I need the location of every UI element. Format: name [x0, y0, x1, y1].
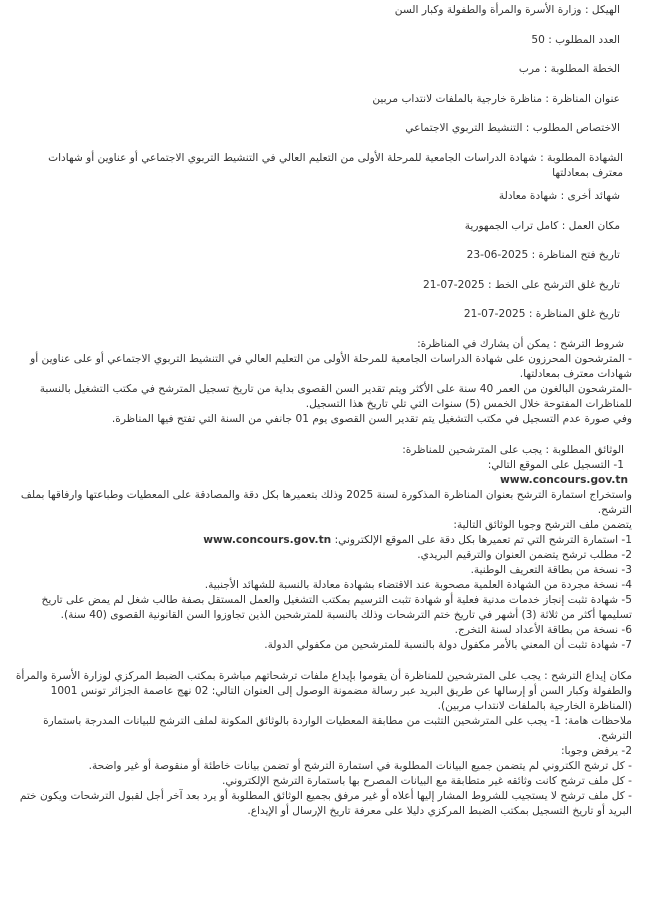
field-workplace — [14, 219, 620, 234]
field-required-count — [14, 33, 620, 48]
field-value: وزارة الأسرة والمرأة والطفولة وكبار السن — [394, 4, 582, 16]
form-extract-text: واستخراج استمارة الترشح بعنوان المناظرة المذكورة لسنة 2025 وذلك بتعميرها بكل دقة والمصادقة على المعطيات وطباعتها وارفاقها بملف الترشح. — [20, 488, 632, 516]
field-label: الخطة المطلوبة : — [543, 63, 620, 76]
registration-site-link[interactable]: www.concours.gov.tn — [500, 473, 628, 486]
conditions-heading: شروط الترشح : يمكن أن يشارك في المناظرة: — [417, 337, 624, 350]
deposit-section — [0, 669, 646, 714]
field-value: كامل تراب الجمهورية — [464, 219, 559, 232]
note-item: - كل ترشح الكتروني لم يتضمن جميع البيانات المطلوبة في استمارة الترشح أو تضمن بيانات خاطئة أو منقوصة أو غير واضحة. — [88, 759, 632, 772]
field-label: شهائد أخرى : — [560, 189, 620, 202]
field-value: 50 — [531, 33, 545, 46]
field-online-closing-date — [14, 278, 620, 293]
field-label: مكان العمل : — [561, 219, 620, 232]
field-label: عنوان المناظرة : — [545, 92, 620, 105]
field-position — [14, 62, 620, 77]
notes-section — [0, 714, 646, 819]
field-label: الاختصاص المطلوب : — [525, 122, 620, 135]
document-item — [12, 533, 632, 548]
document-item: 3- نسخة من بطاقة التعريف الوطنية. — [470, 563, 632, 576]
note-item: - كل ملف ترشح لا يستجيب للشروط المشار إليها أعلاه أو غير مرفق بجميع الوثائق المطلوبة أو يرد بعد آخر أجل لقبول الترشحات ويكون ختم البريد أو تاريخ التسجيل بمكتب الضبط المركزي دليلا على معرفة تاريخ الإرسال أو الإيداع. — [19, 789, 632, 817]
fields-list — [0, 0, 646, 322]
document-item: 7- شهادة تثبت أن المعني بالأمر مكفول دولة بالنسبة للمترشحين من مكفولي الدولة. — [264, 638, 632, 651]
field-label: الهيكل : — [584, 4, 620, 16]
field-specialty — [14, 121, 620, 136]
field-value: التنشيط التربوي الاجتماعي — [405, 122, 523, 135]
document-item: 4- نسخة مجردة من الشهادة العلمية مصحوبة عند الاقتضاء بشهادة معادلة بالنسبة للشهائد الأجنبية. — [204, 578, 632, 591]
field-label: الشهادة المطلوبة : — [540, 151, 623, 164]
field-value: شهادة معادلة — [498, 189, 558, 202]
condition-item: -المترشحون البالغون من العمر 40 سنة على الأكثر ويتم تقدير السن القصوى بداية من تاريخ تسجيل المترشح في مكتب التشغيل بالنسبة للمناظرات المفتوحة خلال الخمس (5) سنوات التي تلي تاريخ هذا التسجيل. — [39, 382, 632, 410]
condition-item: - المترشحون المحرزون على شهادة الدراسات الجامعية للمرحلة الأولى من التعليم العالي في التنشيط التربوي الاجتماعي أو على عناوين أو شهادات معترف بمعادلتها. — [30, 352, 632, 380]
field-label: تاريخ فتح المناظرة : — [531, 249, 620, 262]
field-value: 2025-06-23 — [466, 249, 529, 262]
notes-heading: ملاحظات هامة: 1- يجب على المترشحين التثبت من مطابقة المعطيات الواردة بالوثائق المكونة لملف الترشح للبيانات المدرجة باستمارة الترشح. — [43, 714, 632, 742]
document-item: 6- نسخة من بطاقة الأعداد لسنة التخرج. — [454, 623, 632, 636]
note-item: - كل ملف ترشح كانت وثائقه غير متطابقة مع البيانات المصرح بها باستمارة الترشح الإلكتروني. — [222, 774, 632, 787]
field-label: تاريخ غلق الترشح على الخط : — [487, 278, 620, 291]
field-value: 2025-07-21 — [463, 308, 526, 321]
document-item-text: 1- استمارة الترشح التي تم تعميرها بكل دقة على الموقع الإلكتروني: — [334, 533, 632, 546]
deposit-text: مكان إيداع الترشح : يجب على المترشحين للمناظرة أن يقوموا بإيداع ملفات ترشحاتهم مباشرة بمكتب الضبط المركزي لوزارة الأسرة والمرأة والطفولة وكبار السن أو إرسالها عن طريق البريد عبر رسالة مضمونة الوصول إلى العنوان التالي: 02 نهج عاصمة الجزائر تونس 1001 (المناظرة الخارجية بالملفات لانتداب مربين). — [15, 669, 632, 712]
field-value: مناظرة خارجية بالملفات لانتداب مربين — [372, 92, 543, 105]
registration-step: 1- التسجيل على الموقع التالي: — [487, 458, 624, 471]
field-competition-title — [14, 92, 620, 107]
documents-section — [0, 443, 646, 653]
field-value: مرب — [518, 63, 541, 76]
documents-heading: الوثائق المطلوبة : يجب على المترشحين للمناظرة: — [402, 443, 624, 456]
field-closing-date — [14, 307, 620, 322]
conditions-section — [0, 337, 646, 427]
field-label: تاريخ غلق المناظرة : — [528, 308, 620, 321]
field-other-certificates — [14, 189, 620, 204]
document-item: 5- شهادة تثبت إنجاز خدمات مدنية فعلية أو شهادة تثبت الترسيم بمكتب التشغيل والعمل المستقل بصفة طالب شغل لم يمض على تاريخ تسليمها أكثر من ثلاثة (3) أشهر في تاريخ ختم الترشحات وذلك بالنسبة للمترشحين الذين تجاوزوا السن القانونية القصوى (40 سنة). — [41, 593, 632, 621]
condition-item: وفي صورة عدم التسجيل في مكتب التشغيل يتم تقدير السن القصوى يوم 01 جانفي من السنة التي تفتح فيها المناظرة. — [111, 412, 632, 425]
field-value: 2025-07-21 — [423, 278, 485, 291]
file-contents-heading: يتضمن ملف الترشح وجوبا الوثائق التالية: — [453, 518, 632, 531]
field-structure — [14, 3, 620, 18]
reject-heading: 2- يرفض وجوبا: — [560, 744, 632, 757]
field-required-degree — [14, 151, 623, 181]
site-link[interactable]: www.concours.gov.tn — [203, 533, 332, 546]
field-label: العدد المطلوب : — [548, 33, 620, 46]
field-value: شهادة الدراسات الجامعية للمرحلة الأولى من التعليم العالي في التنشيط التربوي الاجتماعي أو عناوين أو شهادات معترف بمعادلتها — [48, 151, 623, 179]
field-opening-date — [14, 248, 620, 263]
document-item: 2- مطلب ترشح يتضمن العنوان والترقيم البريدي. — [417, 548, 632, 561]
